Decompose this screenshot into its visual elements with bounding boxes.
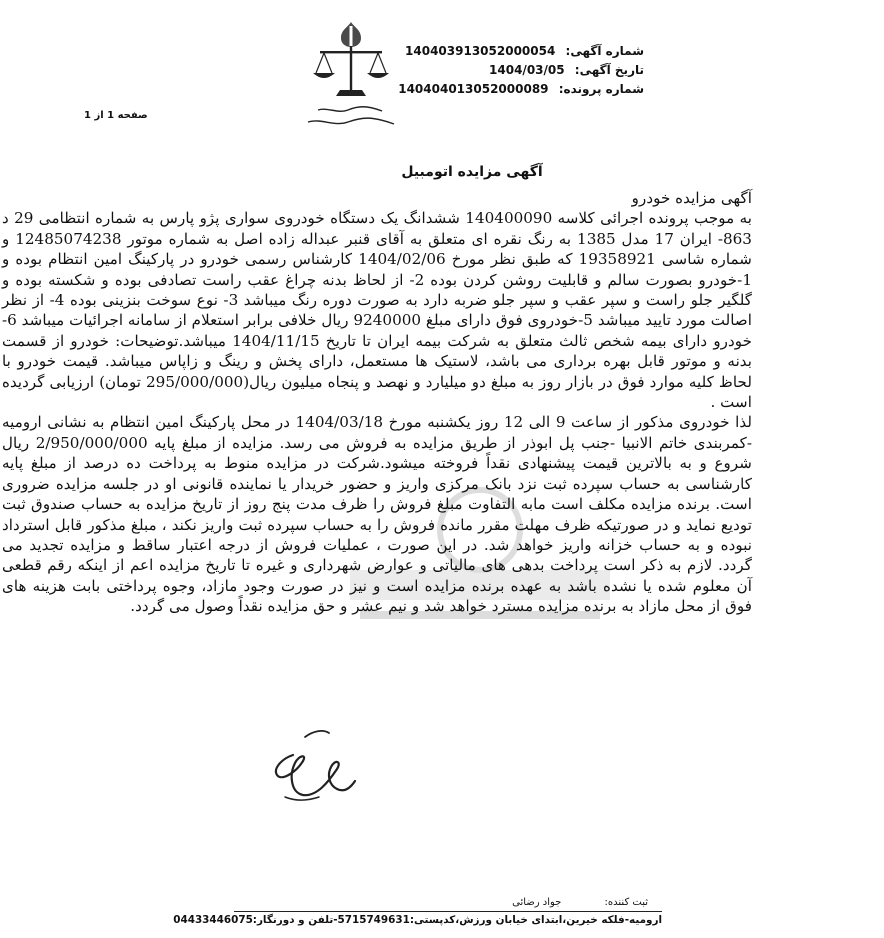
- file-number-label: شماره پرونده:: [558, 82, 644, 96]
- body-paragraph-2: لذا خودروی مذکور از ساعت 9 الی 12 روز یکشنبه مورخ 1404/03/18 در محل پارکینگ امین انتظام به نشانی ارومیه -کمربندی خاتم الانبیا -جنب پل ابوذر از طریق مزایده به فروش می رسد. مزایده از مبلغ پایه 2/950/000/000 ریال شروع و به بالاترین قیمت پیشنهادی نقداً فروخته میشود.شرکت در مزایده منوط به پرداخت ده درصد از مبلغ پایه کارشناسی به حساب سپرده ثبت نزد بانک مرکزی واریز و حضور خریدار یا نماینده قانونی او در جلسه مزایده ضروری است. برنده مزایده مکلف است مابه التفاوت مبلغ فروش را ظرف مدت پنج روز از تاریخ مزایده به حساب صندوق ثبت تودیع نماید و در صورتیکه ظرف مهلت مقرر مانده فروش را به حساب سپرده ثبت واریز نکند ، مبلغ مذکور قابل استرداد نبوده و به حساب خزانه واریز خواهد شد. در این صورت ، عملیات فروش از درجه اعتبار ساقط و مزایده تجدید می گردد. لازم به ذکر است پرداخت بدهی های مالیاتی و عوارض شهرداری و غیره تا تاریخ مزایده اعم از اینکه رقم قطعی آن معلوم شده یا نشده باشد به عهده برنده مزایده است و نیز در صورت وجود مازاد، وجوه پرداختی بابت هزینه های فوق از محل مازاد به برنده مزایده مسترد خواهد شد و نیم عشر و حق مزایده نقداً وصول می گردد.: [2, 413, 753, 616]
- judiciary-emblem: [296, 18, 406, 133]
- ad-date-row: [398, 61, 644, 80]
- scales-emblem-icon: [296, 18, 406, 133]
- footer-address: ارومیه-فلکه خیرین،ابتدای خیابان ورزش،کدپستی:5715749631-تلفن و دورنگار:04433446075: [173, 914, 662, 926]
- document-title-text: آگهی مزایده اتومبیل: [401, 164, 543, 180]
- document-body: [0, 188, 752, 617]
- page-count: صفحه 1 از 1: [84, 110, 148, 121]
- signature-icon: [255, 715, 365, 815]
- ad-number-row: [398, 42, 644, 61]
- ad-date-value: 1404/03/05: [489, 63, 565, 77]
- footer-divider: [234, 911, 662, 912]
- body-paragraph-1: به موجب پرونده اجرائی کلاسه 140400090 ششدانگ یک دستگاه خودروی سواری پژو پارس به شماره انتظامی 29 د 863- ایران 17 مدل 1385 به رنگ نقره ای متعلق به آقای قنبر عبداله زاده اصل به شماره موتور 12485074238 و شماره شاسی 19358921 که طبق نظر مورخ 1404/02/06 کارشناس رسمی خودرو در پارکینگ امین انتظام بوده و 1-خودرو بصورت سالم و قابلیت روشن کردن بوده 2- از لحاظ بدنه چراغ عقب راست تصادفی بوده و شکسته بوده و گلگیر جلو راست و سپر عقب و سپر جلو ضربه دارد به صورت دوره رنگ میباشد 3- نوع سوخت بنزینی بوده 4- از نظر اصالت مورد تایید میباشد 5-خودروی فوق دارای مبلغ 9240000 ریال خلافی برابر استعلام از سامانه اجرائیات میباشد 6-خودرو دارای بیمه شخص ثالث متعلق به شرکت بیمه ایران تا تاریخ 1404/11/15 میباشد.توضیحات: خودرو از قسمت بدنه و موتور قابل بهره برداری می باشد، لاستیک ها مستعمل، دارای پخش و رینگ و زاپاس میباشد. قیمت خودرو با لحاظ کلیه موارد فوق در بازار روز به مبلغ دو میلیارد و نهصد و پنجاه میلیون ریال(295/000/000 تومان) ارزیابی گردیده است .: [2, 209, 752, 412]
- document-title: [0, 164, 884, 180]
- body-subtitle: آگهی مزایده خودرو: [631, 189, 752, 207]
- ad-number-label: شماره آگهی:: [565, 44, 644, 58]
- file-number-value: 140404013052000089: [398, 82, 549, 96]
- file-number-row: [398, 80, 644, 99]
- ad-number-value: 140403913052000054: [405, 44, 556, 58]
- registrar-label: ثبت کننده:: [604, 897, 648, 908]
- ad-date-label: تاریخ آگهی:: [574, 63, 644, 77]
- registrar-name: جواد رضائی: [512, 897, 562, 908]
- ad-meta-block: [398, 42, 644, 99]
- registrar-line: [512, 897, 648, 908]
